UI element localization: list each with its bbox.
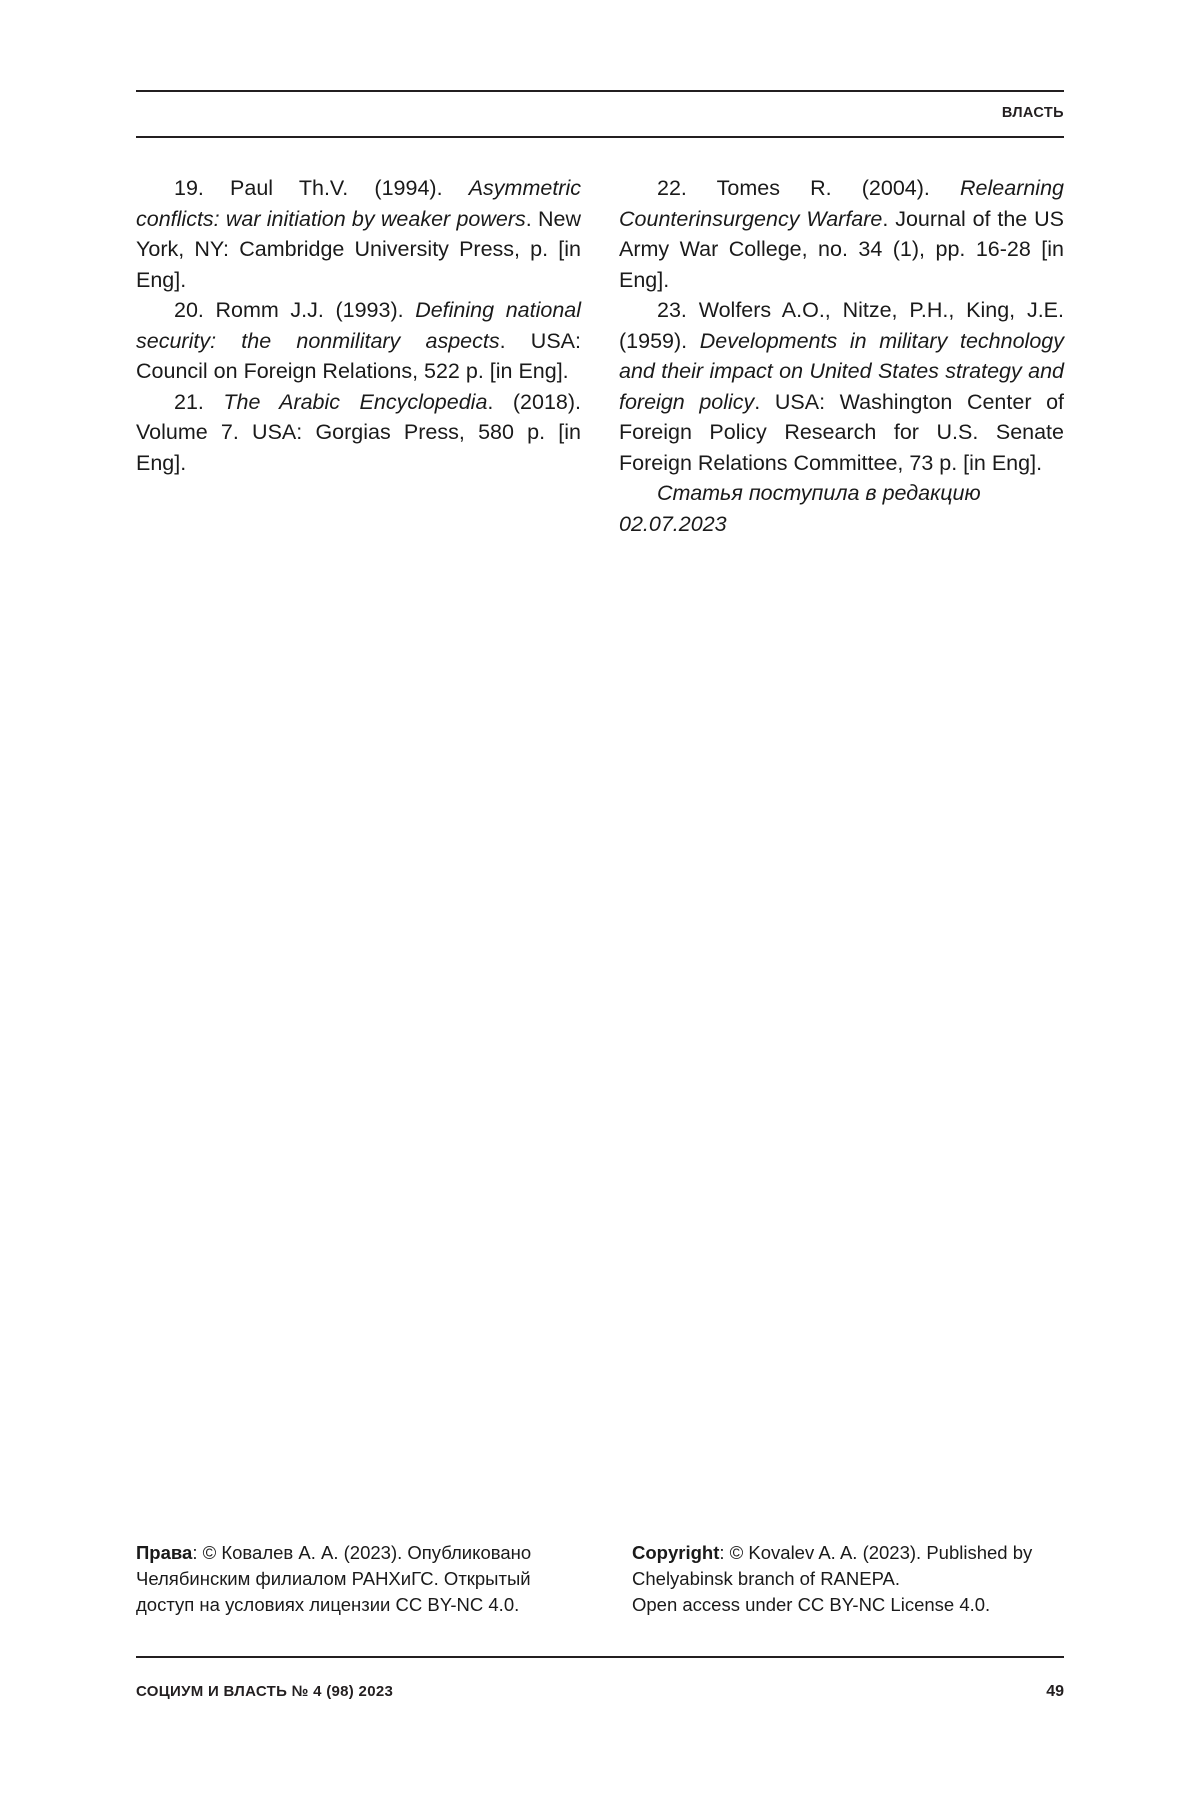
reference-post-text: . Journal of the US Army War College, no. 34 (1), pp. 16-28 [in Eng]. xyxy=(619,206,1064,292)
submission-note xyxy=(619,478,1064,539)
reference-pre-text: Romm J.J. (1993). xyxy=(203,298,416,322)
journal-issue-line: СОЦИУМ И ВЛАСТЬ № 4 (98) 2023 xyxy=(136,1683,394,1700)
rights-russian-text xyxy=(136,1540,568,1618)
reference-number: 23. xyxy=(657,298,687,322)
reference-title: Relearning Counterinsurgency Warfare xyxy=(619,176,1064,231)
footer-rule xyxy=(136,1656,1064,1658)
rights-english-license: Open access under CC BY-NC License 4.0. xyxy=(632,1594,991,1615)
rights-english-text xyxy=(632,1540,1064,1592)
rights-russian xyxy=(136,1540,568,1618)
rights-english-body: : © Kovalev A. A. (2023). Published by Chelyabinsk branch of RANEPA. xyxy=(632,1542,1033,1589)
rights-block xyxy=(136,1540,1064,1618)
page-content xyxy=(136,0,1064,1797)
reference-post-text: . USA: Washington Center of Foreign Policy Research for U.S. Senate Foreign Relations Committee, 73 p. [in Eng]. xyxy=(619,389,1064,475)
reference-post-text: . USA: Council on Foreign Relations, 522 p. [in Eng]. xyxy=(136,328,581,383)
rights-russian-body: : © Ковалев А. А. (2023). Опубликовано Челябинским филиалом РАНХиГС. Открытый доступ на условиях лицензии CC BY-NC 4.0. xyxy=(136,1542,532,1615)
reference-post-text: . New York, NY: Cambridge University Press, p. [in Eng]. xyxy=(136,206,581,292)
submission-note-line1: Статья поступила в редакцию xyxy=(657,481,981,505)
reference-column-right xyxy=(619,173,1064,539)
running-head-title: ВЛАСТЬ xyxy=(1001,105,1064,121)
reference-title: Asymmetric conflicts: war initiation by weaker powers xyxy=(136,176,581,231)
reference-title: Defining national security: the nonmilitary aspects xyxy=(136,298,582,353)
reference-pre-text: Wolfers A.O., Nitze, P.H., King, J.E. (1959). xyxy=(619,298,1064,353)
reference-title: Developments in military technology and their impact on United States strategy and foreign policy xyxy=(619,328,1064,414)
reference-title: The Arabic Encyclopedia xyxy=(223,389,488,414)
reference-pre-text: Tomes R. (2004). xyxy=(686,176,961,200)
rights-english-label: Copyright xyxy=(632,1542,720,1563)
reference-pre-text: Paul Th.V. (1994). xyxy=(203,176,469,200)
reference-post-text: . (2018). Volume 7. USA: Gorgias Press, 580 p. [in Eng]. xyxy=(136,389,581,475)
reference-item xyxy=(619,173,1064,295)
header-rule-top xyxy=(136,90,1064,92)
page-footer xyxy=(136,1683,1064,1701)
reference-pre-text xyxy=(204,390,223,414)
reference-item xyxy=(136,387,581,479)
page-number: 49 xyxy=(1046,1683,1064,1700)
header-rule-bottom xyxy=(136,136,1064,138)
rights-english xyxy=(632,1540,1064,1618)
rights-russian-label: Права xyxy=(136,1542,193,1563)
reference-number: 19. xyxy=(174,176,204,200)
reference-number: 21. xyxy=(174,389,204,414)
reference-column-left xyxy=(136,173,581,539)
reference-columns xyxy=(136,173,1064,539)
reference-item xyxy=(136,173,581,295)
submission-note-line2: 02.07.2023 xyxy=(619,511,727,536)
reference-number: 20. xyxy=(174,298,204,322)
reference-item xyxy=(136,295,581,387)
reference-item xyxy=(619,295,1064,478)
reference-number: 22. xyxy=(657,176,687,200)
